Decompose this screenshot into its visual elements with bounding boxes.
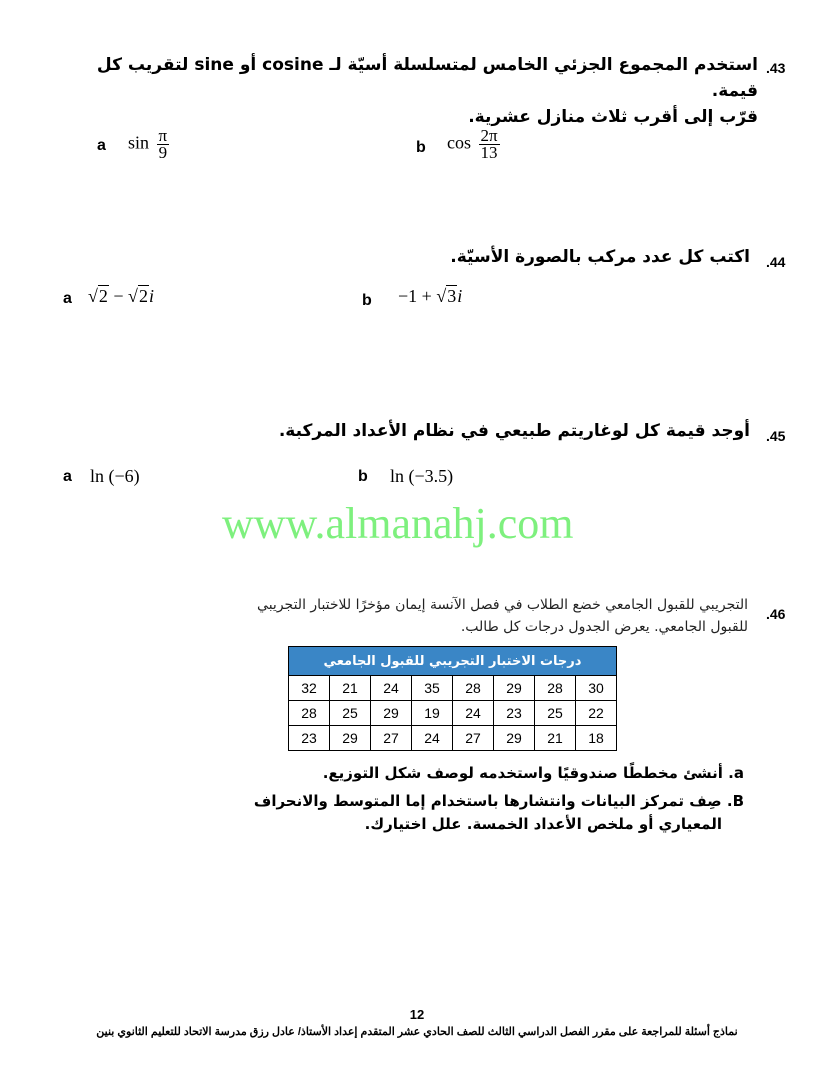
- q44-number: .44: [766, 254, 786, 270]
- q43-a-fraction: [157, 128, 170, 161]
- q46-part-a-text: أنشئ مخططًا صندوقيًا واستخدمه لوصف شكل التوزيع.: [322, 764, 723, 782]
- q44-b-i: i: [457, 286, 463, 306]
- q45-a-expr: ln (−6): [90, 466, 140, 486]
- q43-a-label: a: [97, 137, 106, 154]
- q45-number: .45: [766, 428, 786, 444]
- q43-a-fn: sin: [128, 132, 150, 153]
- table-cell: 27: [371, 726, 412, 751]
- q46-part-b: [144, 790, 744, 836]
- q46-part-b-label: B.: [726, 792, 744, 810]
- table-cell: 29: [494, 726, 535, 751]
- q45-b-expr: ln (−3.5): [390, 466, 454, 486]
- table-cell: 30: [576, 676, 617, 701]
- footer-text: نماذج أسئلة للمراجعة على مقرر الفصل الدراسي الثالث للصف الحادي عشر المتقدم إعداد الأستاذ/ عادل رزق مدرسة الاتحاد للتعليم الثانوي بنين: [96, 1026, 738, 1038]
- q43-b-fn: cos: [447, 132, 471, 153]
- table-cell: 28: [289, 701, 330, 726]
- q46-intro: [148, 594, 748, 638]
- q43-b-fraction: [479, 128, 500, 161]
- q44-b-expr: [398, 286, 462, 307]
- q46-number: .46: [766, 606, 786, 622]
- table-cell: 29: [371, 701, 412, 726]
- table-row: [289, 701, 617, 726]
- q43-b-label: b: [416, 139, 426, 156]
- q43-b-den: 13: [480, 143, 498, 162]
- q46-part-b-line1: صِف تمركز البيانات وانتشارها باستخدام إما المتوسط والانحراف: [253, 792, 722, 810]
- table-cell: 32: [289, 676, 330, 701]
- table-cell: 29: [330, 726, 371, 751]
- q44-b-rad: 3: [447, 286, 457, 306]
- table-cell: 24: [453, 701, 494, 726]
- q44-a-minus: −: [113, 286, 124, 306]
- table-cell: 25: [330, 701, 371, 726]
- page-number: 12: [409, 1007, 425, 1022]
- table-cell: 19: [412, 701, 453, 726]
- table-cell: 29: [494, 676, 535, 701]
- q46-part-a: [144, 762, 744, 785]
- table-cell: 22: [576, 701, 617, 726]
- table-row: [289, 676, 617, 701]
- q43-a-expr: [128, 128, 169, 161]
- table-cell: 28: [453, 676, 494, 701]
- q44-text: اكتب كل عدد مركب بالصورة الأسيّة.: [450, 247, 750, 267]
- q43-a-den: 9: [158, 143, 168, 162]
- table-cell: 24: [371, 676, 412, 701]
- q43-a-num: π: [158, 126, 168, 145]
- q43-b-num: 2π: [480, 126, 498, 145]
- sqrt-icon: √2: [128, 286, 148, 306]
- q44-a-rad1: 2: [98, 286, 108, 306]
- q43-line1: استخدم المجموع الجزئي الخامس لمتسلسلة أسيّة لـ cosine أو sine لتقريب كل قيمة.: [96, 55, 758, 101]
- scores-table: [288, 646, 617, 751]
- scores-table-wrap: [288, 646, 617, 751]
- q45-text: أوجد قيمة كل لوغاريتم طبيعي في نظام الأعداد المركبة.: [278, 421, 750, 441]
- q46-line1: التجريبي للقبول الجامعي خضع الطلاب في فصل الآنسة إيمان مؤخرًا للاختبار التجريبي: [257, 597, 748, 613]
- table-row: [289, 726, 617, 751]
- q43-b-expr: [447, 128, 500, 161]
- sqrt-icon: √3: [436, 286, 457, 306]
- sqrt-icon: √2: [88, 286, 108, 306]
- q46-part-b-line2: المعياري أو ملخص الأعداد الخمسة. علل اختيارك.: [364, 815, 722, 833]
- q46-part-a-label: a.: [728, 764, 744, 782]
- table-body: [289, 676, 617, 751]
- q43-line2: قرّب إلى أقرب ثلاث منازل عشرية.: [468, 107, 758, 127]
- table-cell: 21: [330, 676, 371, 701]
- table-cell: 18: [576, 726, 617, 751]
- watermark: www.almanahj.com: [222, 499, 574, 548]
- q44-b-prefix: −1 +: [398, 286, 432, 306]
- table-cell: 25: [535, 701, 576, 726]
- table-cell: 23: [289, 726, 330, 751]
- table-cell: 24: [412, 726, 453, 751]
- q44-a-i: i: [148, 286, 154, 306]
- q44-a-rad2: 2: [138, 286, 148, 306]
- table-title: درجات الاختبار التجريبي للقبول الجامعي: [289, 647, 617, 676]
- q44-a-label: a: [63, 290, 72, 307]
- table-cell: 27: [453, 726, 494, 751]
- q43-text: [78, 52, 758, 130]
- q44-a-expr: [88, 286, 154, 307]
- q46-line2: للقبول الجامعي. يعرض الجدول درجات كل طالب.: [460, 619, 748, 635]
- q44-b-label: b: [362, 292, 372, 309]
- table-cell: 28: [535, 676, 576, 701]
- table-cell: 21: [535, 726, 576, 751]
- table-cell: 23: [494, 701, 535, 726]
- table-cell: 35: [412, 676, 453, 701]
- q45-a-label: a: [63, 468, 72, 485]
- q43-number: .43: [766, 60, 786, 76]
- q45-b-label: b: [358, 468, 368, 485]
